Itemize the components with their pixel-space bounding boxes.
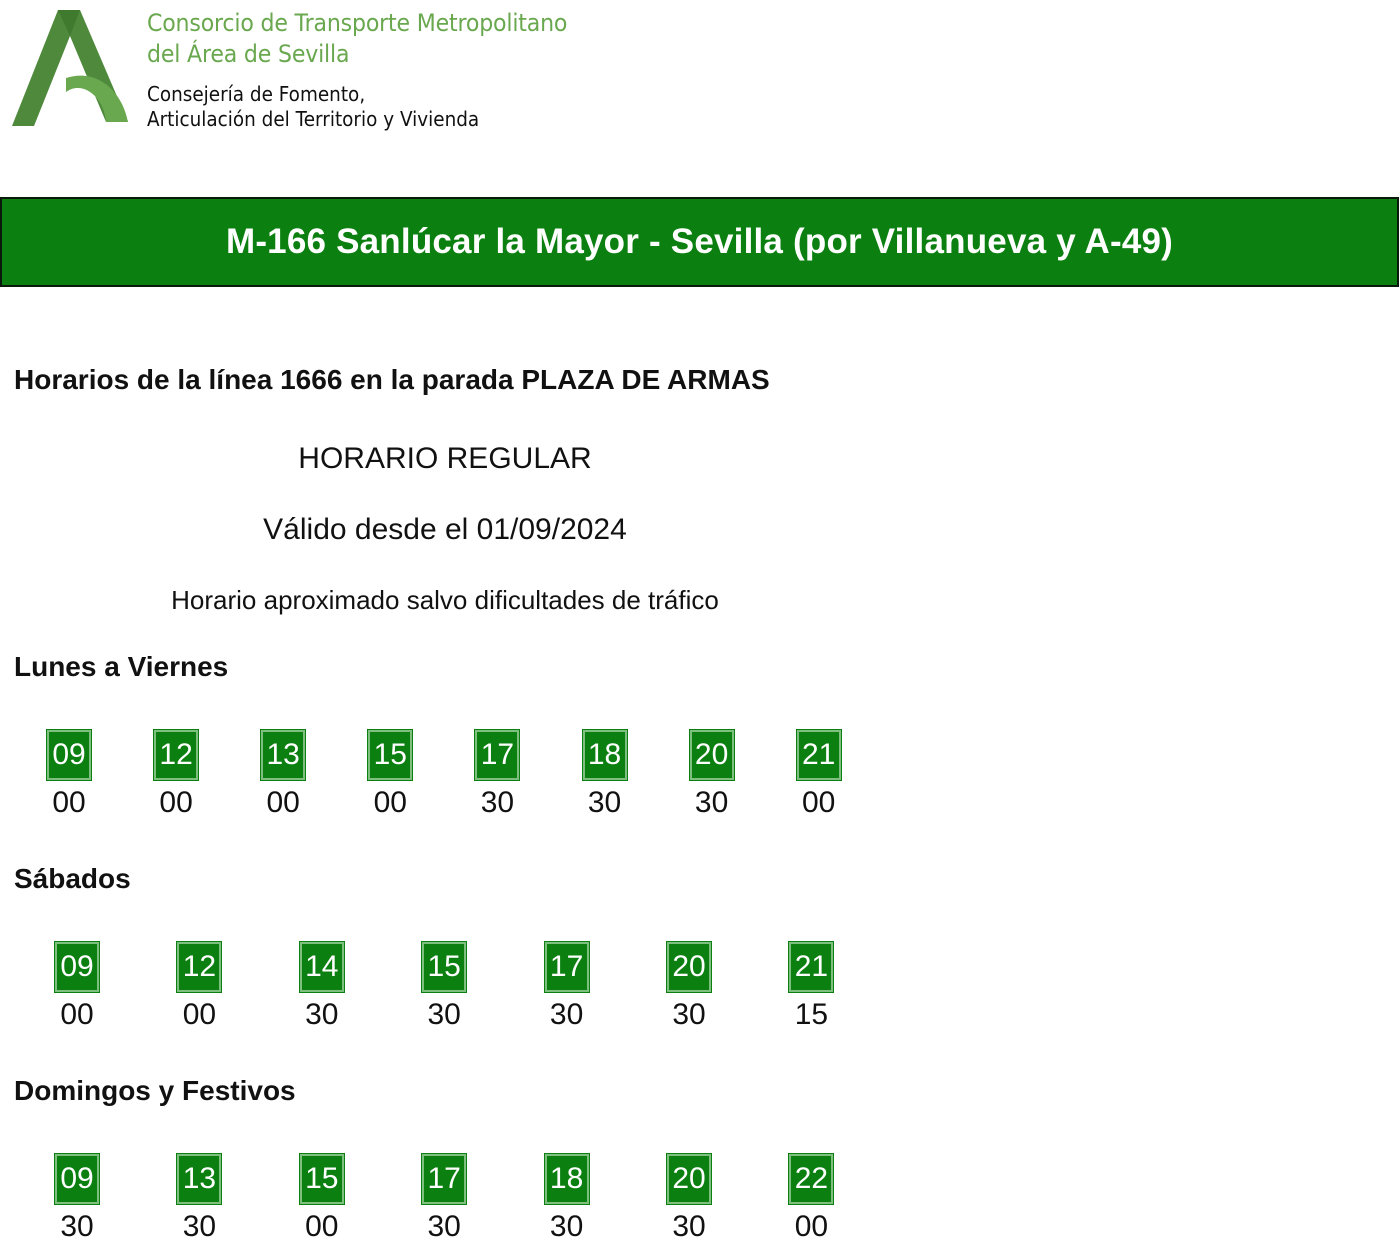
departure-minute: 30 — [587, 786, 622, 819]
saturdays-heading: Sábados — [14, 863, 131, 894]
departure-minute: 30 — [182, 1210, 217, 1240]
departure-time — [467, 730, 527, 820]
departure-time — [781, 1154, 841, 1240]
departure-minute: 00 — [794, 1210, 829, 1240]
stop-heading: Horarios de la línea 1666 en la parada PLAZA DE ARMAS — [14, 364, 770, 395]
line-title: M-166 Sanlúcar la Mayor - Sevilla (por Villanueva y A-49) — [225, 222, 1174, 261]
departure-hour: 17 — [475, 730, 519, 780]
departure-minute: 30 — [480, 786, 515, 819]
line-title-banner — [0, 197, 1399, 287]
departure-minute: 00 — [159, 786, 193, 819]
departure-time — [292, 1154, 352, 1240]
departure-hour: 20 — [690, 730, 734, 780]
departure-minute: 30 — [549, 998, 584, 1031]
departure-time — [360, 730, 420, 820]
traffic-note: Horario aproximado salvo dificultades de tráfico — [171, 585, 719, 615]
departure-minute: 30 — [549, 1210, 584, 1240]
departure-hour: 14 — [300, 942, 344, 992]
departure-hour: 13 — [261, 730, 305, 780]
ministry-name — [147, 82, 479, 132]
sundays-heading: Domingos y Festivos — [14, 1075, 296, 1106]
departure-time — [253, 730, 313, 820]
departure-minute: 00 — [305, 1210, 339, 1240]
departure-time — [169, 942, 229, 1032]
departure-minute: 00 — [52, 786, 86, 819]
departure-time — [682, 730, 742, 820]
org-name-line1: Consorcio de Transporte Metropolitano — [147, 9, 568, 37]
departure-time — [169, 1154, 229, 1240]
departure-time — [39, 730, 99, 820]
departure-time — [575, 730, 635, 820]
ministry-line2: Articulación del Territorio y Vivienda — [147, 107, 480, 131]
departure-minute: 30 — [60, 1210, 94, 1240]
departure-hour: 17 — [545, 942, 589, 992]
departure-minute: 00 — [802, 786, 836, 819]
departure-hour: 22 — [789, 1154, 833, 1204]
departure-hour: 15 — [368, 730, 412, 780]
departure-minute: 00 — [266, 786, 300, 819]
departure-time — [47, 942, 107, 1032]
departure-minute: 30 — [672, 1210, 706, 1240]
departure-minute: 30 — [672, 998, 706, 1031]
departure-minute: 00 — [60, 998, 94, 1031]
departure-time — [659, 942, 719, 1032]
organization-name — [147, 8, 567, 70]
departure-minute: 30 — [694, 786, 729, 819]
departure-hour: 21 — [797, 730, 841, 780]
departure-hour: 18 — [545, 1154, 589, 1204]
departure-minute: 15 — [794, 998, 829, 1031]
departure-hour: 18 — [583, 730, 627, 780]
departure-hour: 09 — [55, 1154, 99, 1204]
departure-time — [537, 1154, 597, 1240]
departure-hour: 12 — [154, 730, 198, 780]
departure-minute: 00 — [182, 998, 217, 1031]
schedule-type: HORARIO REGULAR — [298, 442, 592, 475]
departure-hour: 09 — [55, 942, 99, 992]
consortium-a-logo-icon — [10, 10, 132, 128]
departure-hour: 17 — [422, 1154, 466, 1204]
departure-minute: 00 — [373, 786, 407, 819]
departure-hour: 20 — [667, 942, 711, 992]
departure-time — [292, 942, 352, 1032]
departure-time — [47, 1154, 107, 1240]
departure-time — [789, 730, 849, 820]
departure-hour: 13 — [177, 1154, 221, 1204]
departure-hour: 20 — [667, 1154, 711, 1204]
departure-minute: 30 — [427, 1210, 461, 1240]
departure-minute: 30 — [305, 998, 339, 1031]
departure-hour: 21 — [789, 942, 833, 992]
departure-time — [414, 1154, 474, 1240]
departure-hour: 15 — [422, 942, 466, 992]
org-name-line2: del Área de Sevilla — [147, 40, 350, 68]
weekdays-heading: Lunes a Viernes — [14, 651, 229, 682]
departure-time — [414, 942, 474, 1032]
departure-hour: 15 — [300, 1154, 344, 1204]
departure-time — [146, 730, 206, 820]
departure-time — [781, 942, 841, 1032]
valid-from-date: Válido desde el 01/09/2024 — [263, 513, 627, 546]
departure-hour: 12 — [177, 942, 221, 992]
departure-minute: 30 — [427, 998, 461, 1031]
departure-time — [537, 942, 597, 1032]
departure-time — [659, 1154, 719, 1240]
ministry-line1: Consejería de Fomento, — [147, 82, 366, 106]
departure-hour: 09 — [47, 730, 91, 780]
